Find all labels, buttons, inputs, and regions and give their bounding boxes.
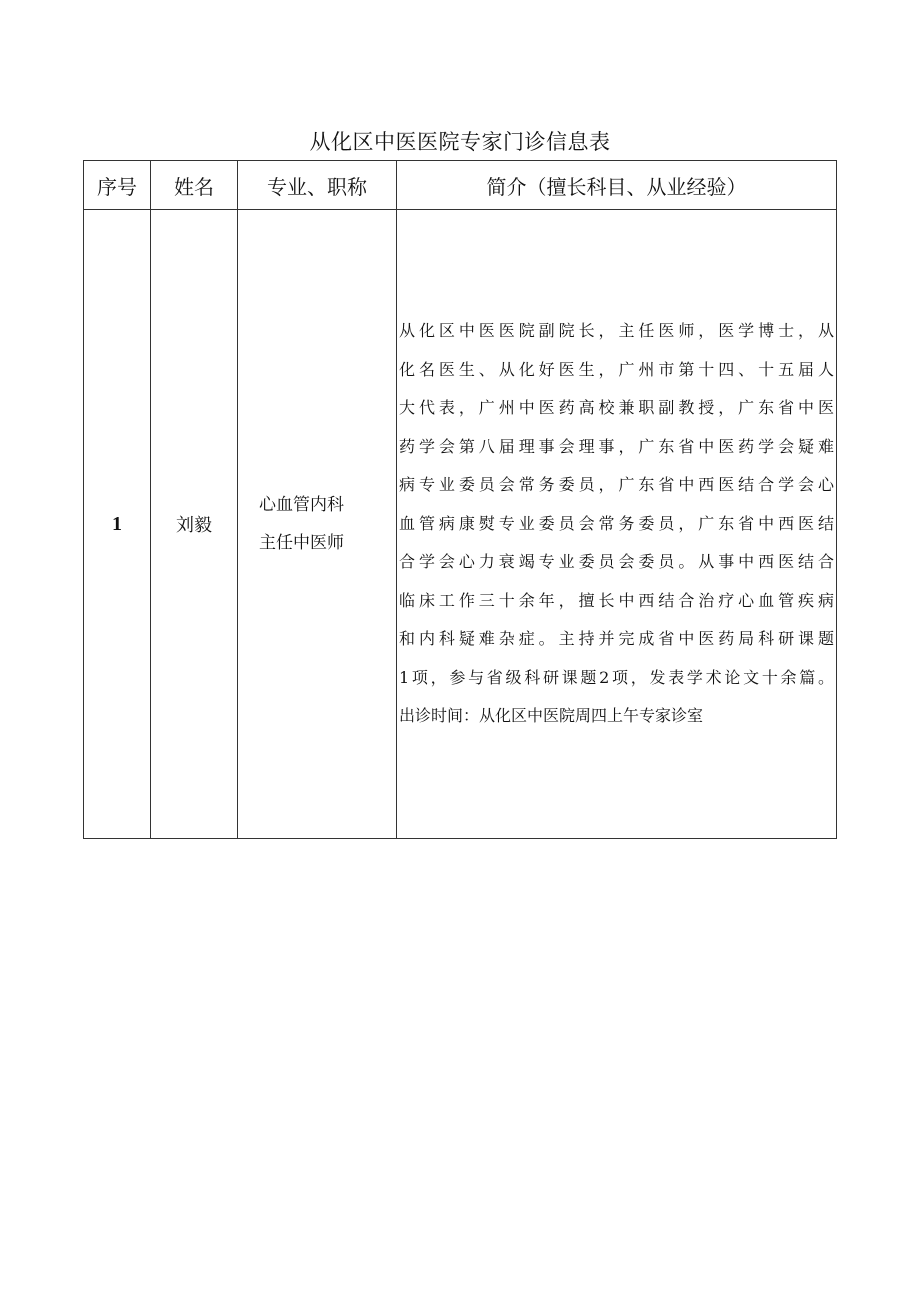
specialty-cell: [238, 210, 397, 839]
intro-line: 大代表，广州中医药高校兼职副教授，广东省中医: [399, 398, 834, 418]
intro-cell: [397, 210, 837, 839]
intro-line: 合学会心力衰竭专业委员会委员。从事中西医结合: [399, 552, 834, 572]
page-title: 从化区中医医院专家门诊信息表: [309, 130, 611, 154]
name-cell: 刘毅: [151, 210, 238, 839]
intro-line: 化名医生、从化好医生，广州市第十四、十五届人: [399, 359, 834, 379]
clinic-time-line: 出诊时间：从化区中医院周四上午专家诊室: [399, 706, 704, 726]
expert-info-table: [83, 160, 837, 839]
header-specialty: 专业、职称: [238, 161, 397, 210]
header-intro: 简介（擅长科目、从业经验）: [397, 161, 837, 210]
table-header-row: [84, 161, 837, 210]
intro-line: 药学会第八届理事会理事，广东省中医药学会疑难: [399, 436, 834, 456]
header-name: 姓名: [151, 161, 238, 210]
intro-line: 临床工作三十余年，擅长中西结合治疗心血管疾病: [399, 590, 834, 610]
intro-line: 1项，参与省级科研课题2项，发表学术论文十余篇。: [399, 667, 834, 687]
intro-line: 病专业委员会常务委员，广东省中西医结合学会心: [399, 475, 834, 495]
header-serial: 序号: [84, 161, 151, 210]
rank-text: 主任中医师: [259, 533, 344, 553]
specialty-text: 心血管内科: [259, 495, 344, 515]
table-row: [84, 210, 837, 839]
intro-line: 从化区中医医院副院长，主任医师，医学博士，从: [399, 321, 834, 341]
intro-line: 和内科疑难杂症。主持并完成省中医药局科研课题: [399, 629, 834, 649]
serial-cell: 1: [84, 210, 151, 839]
intro-line: 血管病康熨专业委员会常务委员，广东省中西医结: [399, 513, 834, 533]
